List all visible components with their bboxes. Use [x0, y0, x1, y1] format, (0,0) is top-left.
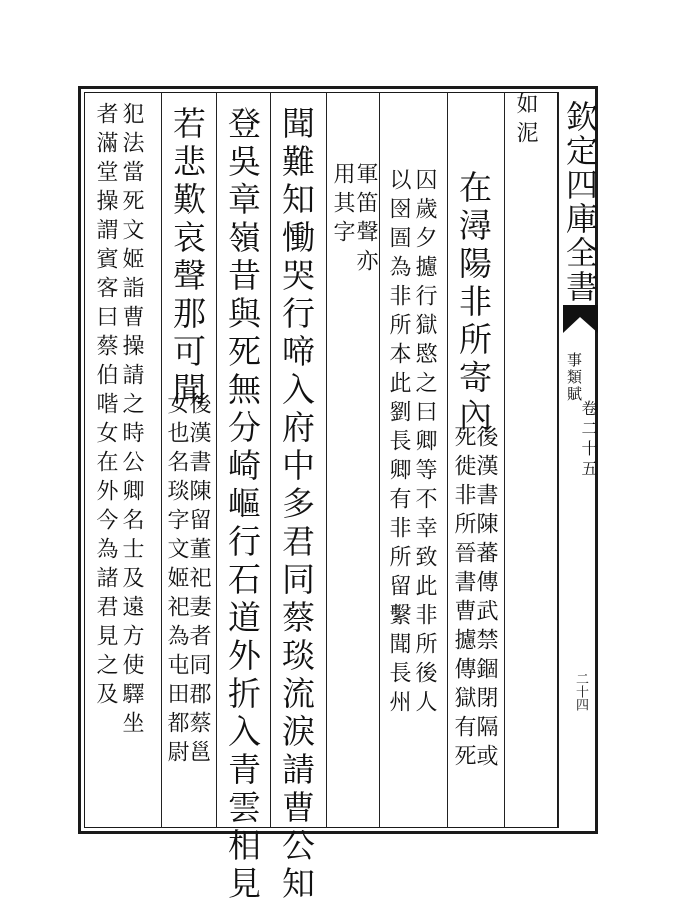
text-column: 如泥	[513, 92, 538, 150]
text-column-note: 軍笛聲亦	[353, 162, 378, 278]
banner-book-short: 事類賦	[565, 352, 583, 403]
column-rule	[216, 92, 217, 828]
text-column-note: 死徙非所晉書曹攄傳獄有死	[451, 425, 476, 773]
text-column: 若悲歎哀聲那可聞	[168, 106, 207, 410]
text-column-note: 以囹圄為非所本此劉長卿有非所留繫聞長州	[386, 168, 411, 719]
column-rule	[326, 92, 327, 828]
text-column-note: 犯法當死文姬詣曹操請之時公卿名士及遠方使驛坐	[119, 102, 144, 740]
text-column-note: 後漢書陳留董祀妻者同郡蔡邕	[186, 392, 211, 769]
banner-left-rule	[558, 92, 559, 828]
text-column: 登吳章嶺昔與死無分崎嶇行石道外折入青雲相見	[223, 106, 262, 904]
text-column: 聞難知慟哭行啼入府中多君同蔡琰流淚請曹公知	[277, 106, 316, 904]
text-column-note: 者滿堂操謂賓客曰蔡伯喈女在外今為諸君見之及	[93, 102, 118, 711]
column-rule	[504, 92, 505, 828]
banner-title: 欽定四庫全書	[561, 100, 599, 304]
banner-volume: 卷二十五	[579, 400, 598, 480]
column-rule	[270, 92, 271, 828]
text-column-note: 囚歲夕攄行獄愍之曰卿等不幸致此非所後人	[412, 168, 437, 719]
column-rule	[161, 92, 162, 828]
column-rule	[447, 92, 448, 828]
fishtail-mark-icon	[563, 305, 598, 333]
text-column: 在潯陽非所寄內	[454, 170, 493, 436]
column-rule	[379, 92, 380, 828]
text-column-note: 用其字	[330, 162, 355, 249]
text-column-note: 後漢書陳蕃傳武禁錮閉隔或	[473, 425, 498, 773]
text-column-note: 女也名琰字文姬祀為屯田都尉	[164, 392, 189, 769]
banner-page-number: 二十四	[573, 672, 588, 711]
